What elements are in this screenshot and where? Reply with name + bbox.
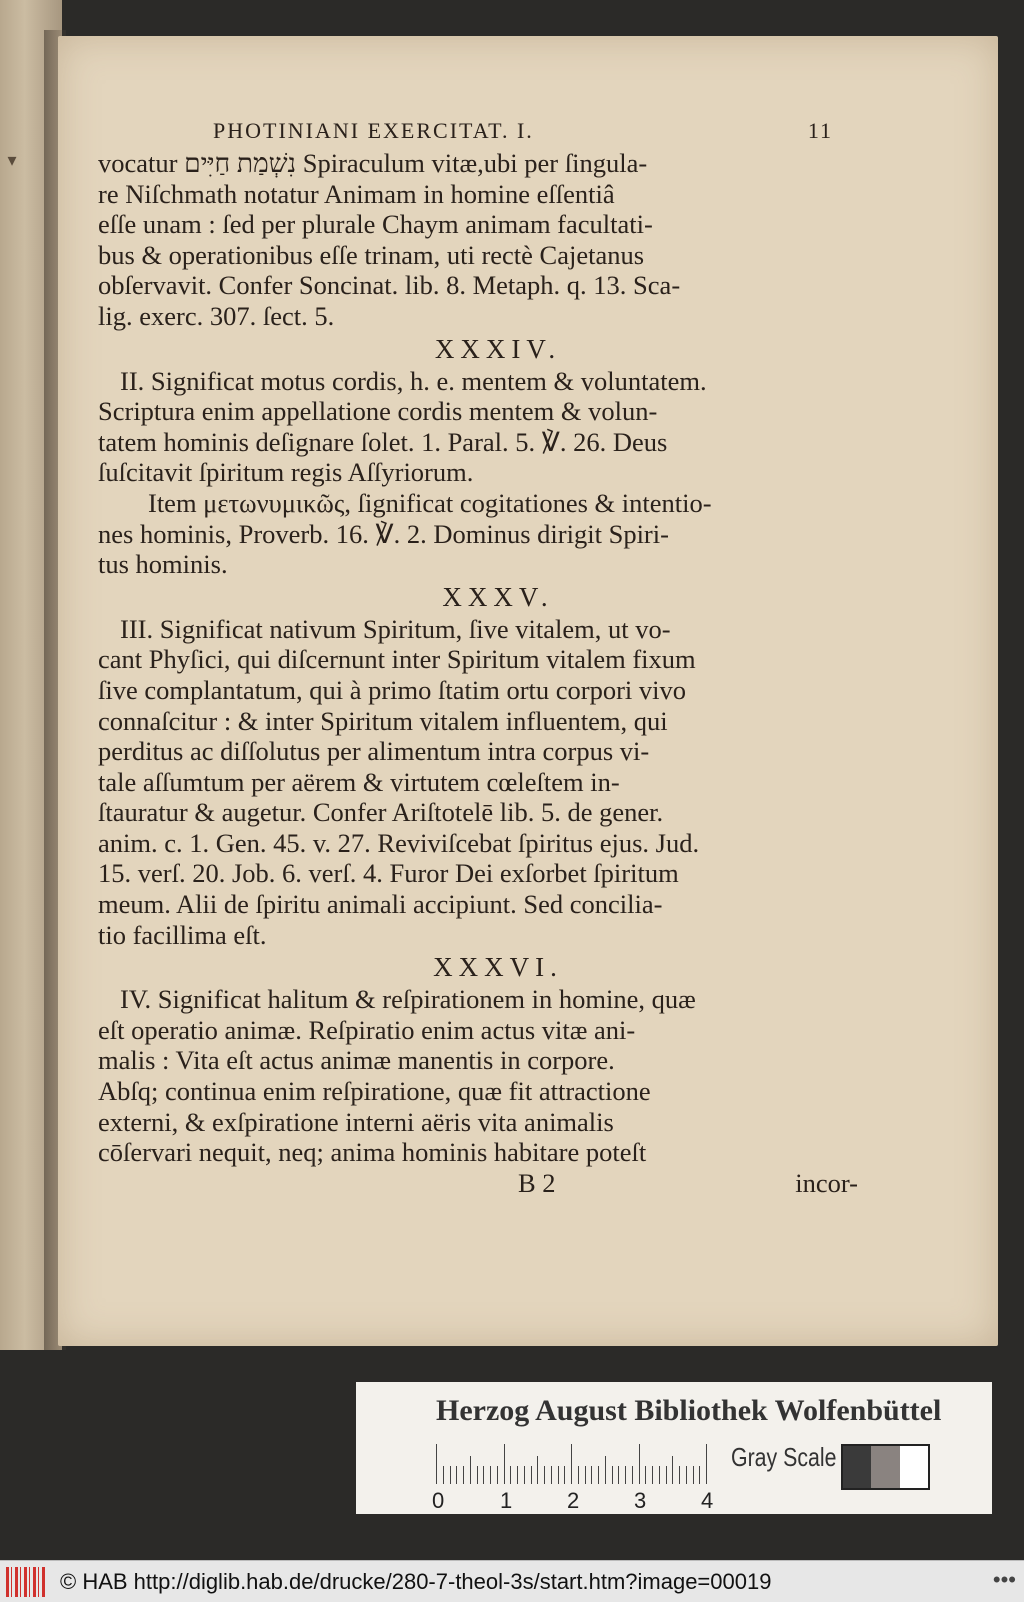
ruler-tick <box>558 1466 559 1484</box>
ruler-tick <box>450 1466 451 1484</box>
ruler-tick <box>693 1466 694 1484</box>
catchword: incor- <box>795 1167 858 1198</box>
ruler-tick <box>551 1466 552 1484</box>
book-page <box>58 36 998 1346</box>
text-line: tatem hominis deſignare ſolet. 1. Paral. 5. ℣. 26. Deus <box>98 426 668 457</box>
color-calibration-bar <box>356 1382 992 1514</box>
text-line: connaſcitur : & inter Spiritum vitalem influentem, qui <box>98 705 668 736</box>
ruler-tick <box>524 1466 525 1484</box>
ruler-tick <box>645 1466 646 1484</box>
scale-number: 4 <box>701 1488 714 1513</box>
ruler-tick <box>564 1466 565 1484</box>
scale-number: 0 <box>432 1488 445 1513</box>
scale-ruler <box>432 1444 714 1513</box>
text-line: Abſq; continua enim reſpiratione, quæ fit attractione <box>98 1076 651 1107</box>
text-line: vocatur נִשְׁמַת חַיִּים Spiraculum vitæ,ubi per ſingula- <box>98 148 648 178</box>
gray-patch-white <box>900 1446 928 1488</box>
text-line: II. Significat motus cordis, h. e. mentem & voluntatem. <box>120 365 707 396</box>
running-head <box>213 118 833 144</box>
ruler-tick <box>618 1466 619 1484</box>
edge-glyph: ▾ <box>7 150 17 170</box>
ruler-tick <box>470 1456 471 1484</box>
ruler-tick <box>585 1466 586 1484</box>
gray-patch-dark <box>843 1446 871 1488</box>
ruler-tick <box>490 1466 491 1484</box>
ruler-tick <box>659 1466 660 1484</box>
text-line: ſuſcitavit ſpiritum regis Aſſyriorum. <box>98 457 474 488</box>
page-signature-line <box>98 1168 858 1199</box>
scale-number: 3 <box>634 1488 647 1513</box>
text-line: ſtauratur & augetur. Confer Ariſtotelē lib. 5. de gener. <box>98 797 664 828</box>
ruler-tick <box>504 1444 505 1484</box>
section-heading-34: XXXIV. <box>434 333 562 364</box>
ruler-tick <box>510 1466 511 1484</box>
page-number: 11 <box>807 118 833 143</box>
more-menu-icon[interactable]: ••• <box>992 1567 1016 1592</box>
ruler-tick <box>632 1466 633 1484</box>
text-line: III. Significat nativum Spiritum, ſive vitalem, ut vo- <box>120 613 671 644</box>
text-line: Item μετωνυμικῶς, ſignificat cogitationes & intentio- <box>148 487 712 518</box>
ruler-tick <box>706 1444 707 1484</box>
footer-url[interactable]: © HAB http://diglib.hab.de/drucke/280-7-theol-3s/start.htm?image=00019 <box>60 1568 772 1594</box>
ruler-tick <box>666 1466 667 1484</box>
ruler-tick <box>679 1466 680 1484</box>
text-line: eſt operatio animæ. Reſpiratio enim actus vitæ ani- <box>98 1014 636 1045</box>
ruler-tick <box>497 1466 498 1484</box>
ruler-tick <box>544 1466 545 1484</box>
text-line: anim. c. 1. Gen. 45. v. 27. Reviviſcebat ſpiritus ejus. Jud. <box>98 827 700 858</box>
text-line: ſive complantatum, qui à primo ſtatim ortu corpori vivo <box>98 674 687 705</box>
ruler-tick <box>612 1466 613 1484</box>
ruler-tick <box>672 1456 673 1484</box>
text-line: 15. verſ. 20. Job. 6. verſ. 4. Furor Dei exſorbet ſpiritum <box>98 858 679 889</box>
ruler-tick <box>483 1466 484 1484</box>
text-line: re Niſchmath notatur Animam in homine eſſentiâ <box>98 178 615 209</box>
text-line: tale aſſumtum per aërem & virtutem cœleſtem in- <box>98 766 620 797</box>
hab-logo-icon <box>6 1567 46 1597</box>
text-line: lig. exerc. 307. ſect. 5. <box>98 300 335 331</box>
text-line: cōſervari nequit, neq; anima hominis habitare poteſt <box>98 1137 647 1168</box>
body-text <box>98 148 858 1198</box>
ruler-tick <box>578 1466 579 1484</box>
ruler-tick <box>699 1466 700 1484</box>
text-line: tus hominis. <box>98 549 228 580</box>
section-heading-36: XXXVI. <box>433 952 563 983</box>
ruler-tick <box>436 1444 437 1484</box>
ruler-tick <box>517 1466 518 1484</box>
text-line: IV. Significat halitum & reſpirationem in homine, quæ <box>120 984 696 1015</box>
text-line: meum. Alii de ſpiritu animali accipiunt. Sed concilia- <box>98 889 663 920</box>
gray-scale-swatch <box>841 1444 930 1490</box>
text-line: obſervavit. Confer Soncinat. lib. 8. Metaph. q. 13. Sca- <box>98 270 681 301</box>
gray-scale-label: Gray Scale <box>731 1442 837 1472</box>
signature-mark: B 2 <box>518 1167 556 1198</box>
ruler-tick <box>443 1466 444 1484</box>
running-head-title: PHOTINIANI EXERCITAT. I. <box>213 118 534 143</box>
ruler-tick <box>537 1456 538 1484</box>
text-line: externi, & exſpiratione interni aëris vita animalis <box>98 1106 614 1137</box>
library-name: Herzog August Bibliothek Wolfenbüttel <box>436 1394 942 1427</box>
text-line: tio facillima eſt. <box>98 919 267 950</box>
ruler-tick <box>531 1466 532 1484</box>
text-line: nes hominis, Proverb. 16. ℣. 2. Dominus dirigit Spiri- <box>98 518 669 549</box>
ruler-tick <box>605 1456 606 1484</box>
scale-number: 2 <box>567 1488 580 1513</box>
text-line: cant Phyſici, qui diſcernunt inter Spiritum vitalem fixum <box>98 644 696 675</box>
section-heading-35: XXXV. <box>442 581 554 612</box>
viewer-footer <box>0 1560 1024 1602</box>
ruler-tick <box>591 1466 592 1484</box>
ruler-tick <box>456 1466 457 1484</box>
ruler-tick <box>477 1466 478 1484</box>
ruler-tick <box>686 1466 687 1484</box>
ruler-tick <box>571 1444 572 1484</box>
ruler-tick <box>639 1444 640 1484</box>
text-line: malis : Vita eſt actus animæ manentis in corpore. <box>98 1045 615 1076</box>
gray-patch-mid <box>871 1446 899 1488</box>
ruler-tick <box>463 1466 464 1484</box>
ruler-tick <box>625 1466 626 1484</box>
ruler-tick <box>652 1466 653 1484</box>
text-line: perditus ac diſſolutus per alimentum intra corpus vi- <box>98 736 650 767</box>
text-line: Scriptura enim appellatione cordis mentem & volun- <box>98 396 658 427</box>
scale-number: 1 <box>500 1488 513 1513</box>
ruler-tick <box>598 1466 599 1484</box>
text-line: bus & operationibus eſſe trinam, uti rectè Cajetanus <box>98 239 645 270</box>
text-line: eſſe unam : ſed per plurale Chaym animam facultati- <box>98 209 653 240</box>
